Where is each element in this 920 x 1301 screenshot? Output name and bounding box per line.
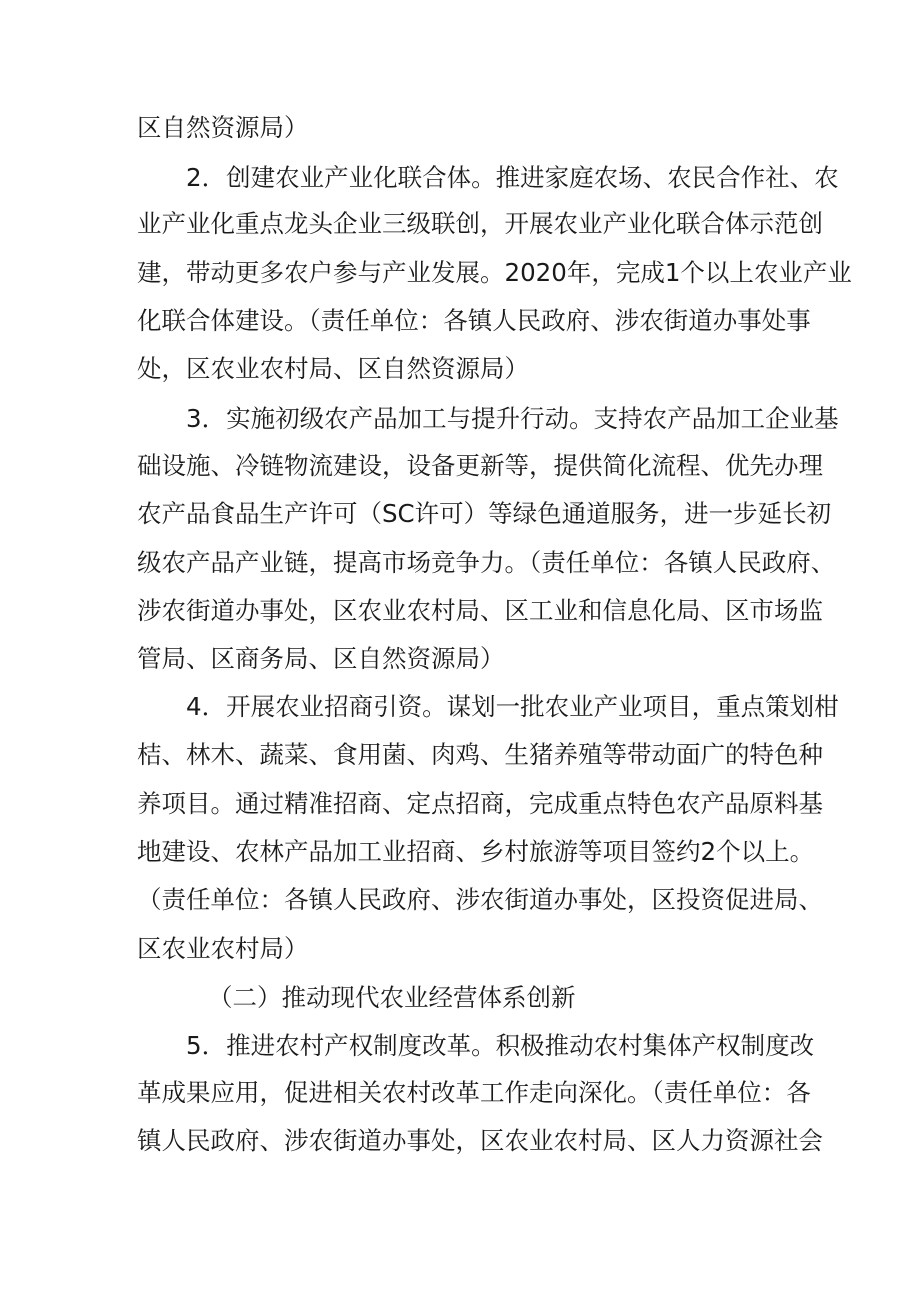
- text-line: 处，区农业农村局、区自然资源局）: [137, 354, 529, 383]
- text-line: 3．实施初级农产品加工与提升行动。支持农产品加工企业基: [186, 404, 839, 433]
- text-line: （责任单位：各镇人民政府、涉农街道办事处，区投资促进局、: [137, 885, 823, 914]
- text-line: 涉农街道办事处，区农业农村局、区工业和信息化局、区市场监: [137, 596, 823, 625]
- section-heading: （二）推动现代农业经营体系创新: [208, 983, 576, 1012]
- text-line: 级农产品产业链，提高市场竞争力。（责任单位：各镇人民政府、: [137, 548, 836, 577]
- text-line: 管局、区商务局、区自然资源局）: [137, 644, 505, 673]
- text-line: 业产业化重点龙头企业三级联创，开展农业产业化联合体示范创: [137, 209, 823, 238]
- text-line: 化联合体建设。（责任单位：各镇人民政府、涉农街道办事处事: [137, 306, 811, 335]
- text-line: 养项目。通过精准招商、定点招商，完成重点特色农产品原料基: [137, 789, 823, 818]
- text-line: 革成果应用，促进相关农村改革工作走向深化。（责任单位：各: [137, 1078, 811, 1107]
- text-line: 建，带动更多农户参与产业发展。2020年，完成1个以上农业产业: [137, 258, 852, 287]
- text-line: 5．推进农村产权制度改革。积极推动农村集体产权制度改: [186, 1031, 815, 1060]
- text-line: 农产品食品生产许可（SC许可）等绿色通道服务，进一步延长初: [137, 499, 832, 528]
- text-line: 4．开展农业招商引资。谋划一批农业产业项目，重点策划柑: [186, 692, 839, 721]
- text-line: 区自然资源局）: [137, 113, 309, 142]
- text-line: 地建设、农林产品加工业招商、乡村旅游等项目签约2个以上。: [137, 837, 815, 866]
- text-line: 镇人民政府、涉农街道办事处，区农业农村局、区人力资源社会: [137, 1126, 823, 1155]
- text-line: 2．创建农业产业化联合体。推进家庭农场、农民合作社、农: [186, 163, 839, 192]
- text-line: 础设施、冷链物流建设，设备更新等，提供简化流程、优先办理: [137, 451, 823, 480]
- text-line: 桔、林木、蔬菜、食用菌、肉鸡、生猪养殖等带动面广的特色种: [137, 740, 823, 769]
- text-line: 区农业农村局）: [137, 934, 309, 963]
